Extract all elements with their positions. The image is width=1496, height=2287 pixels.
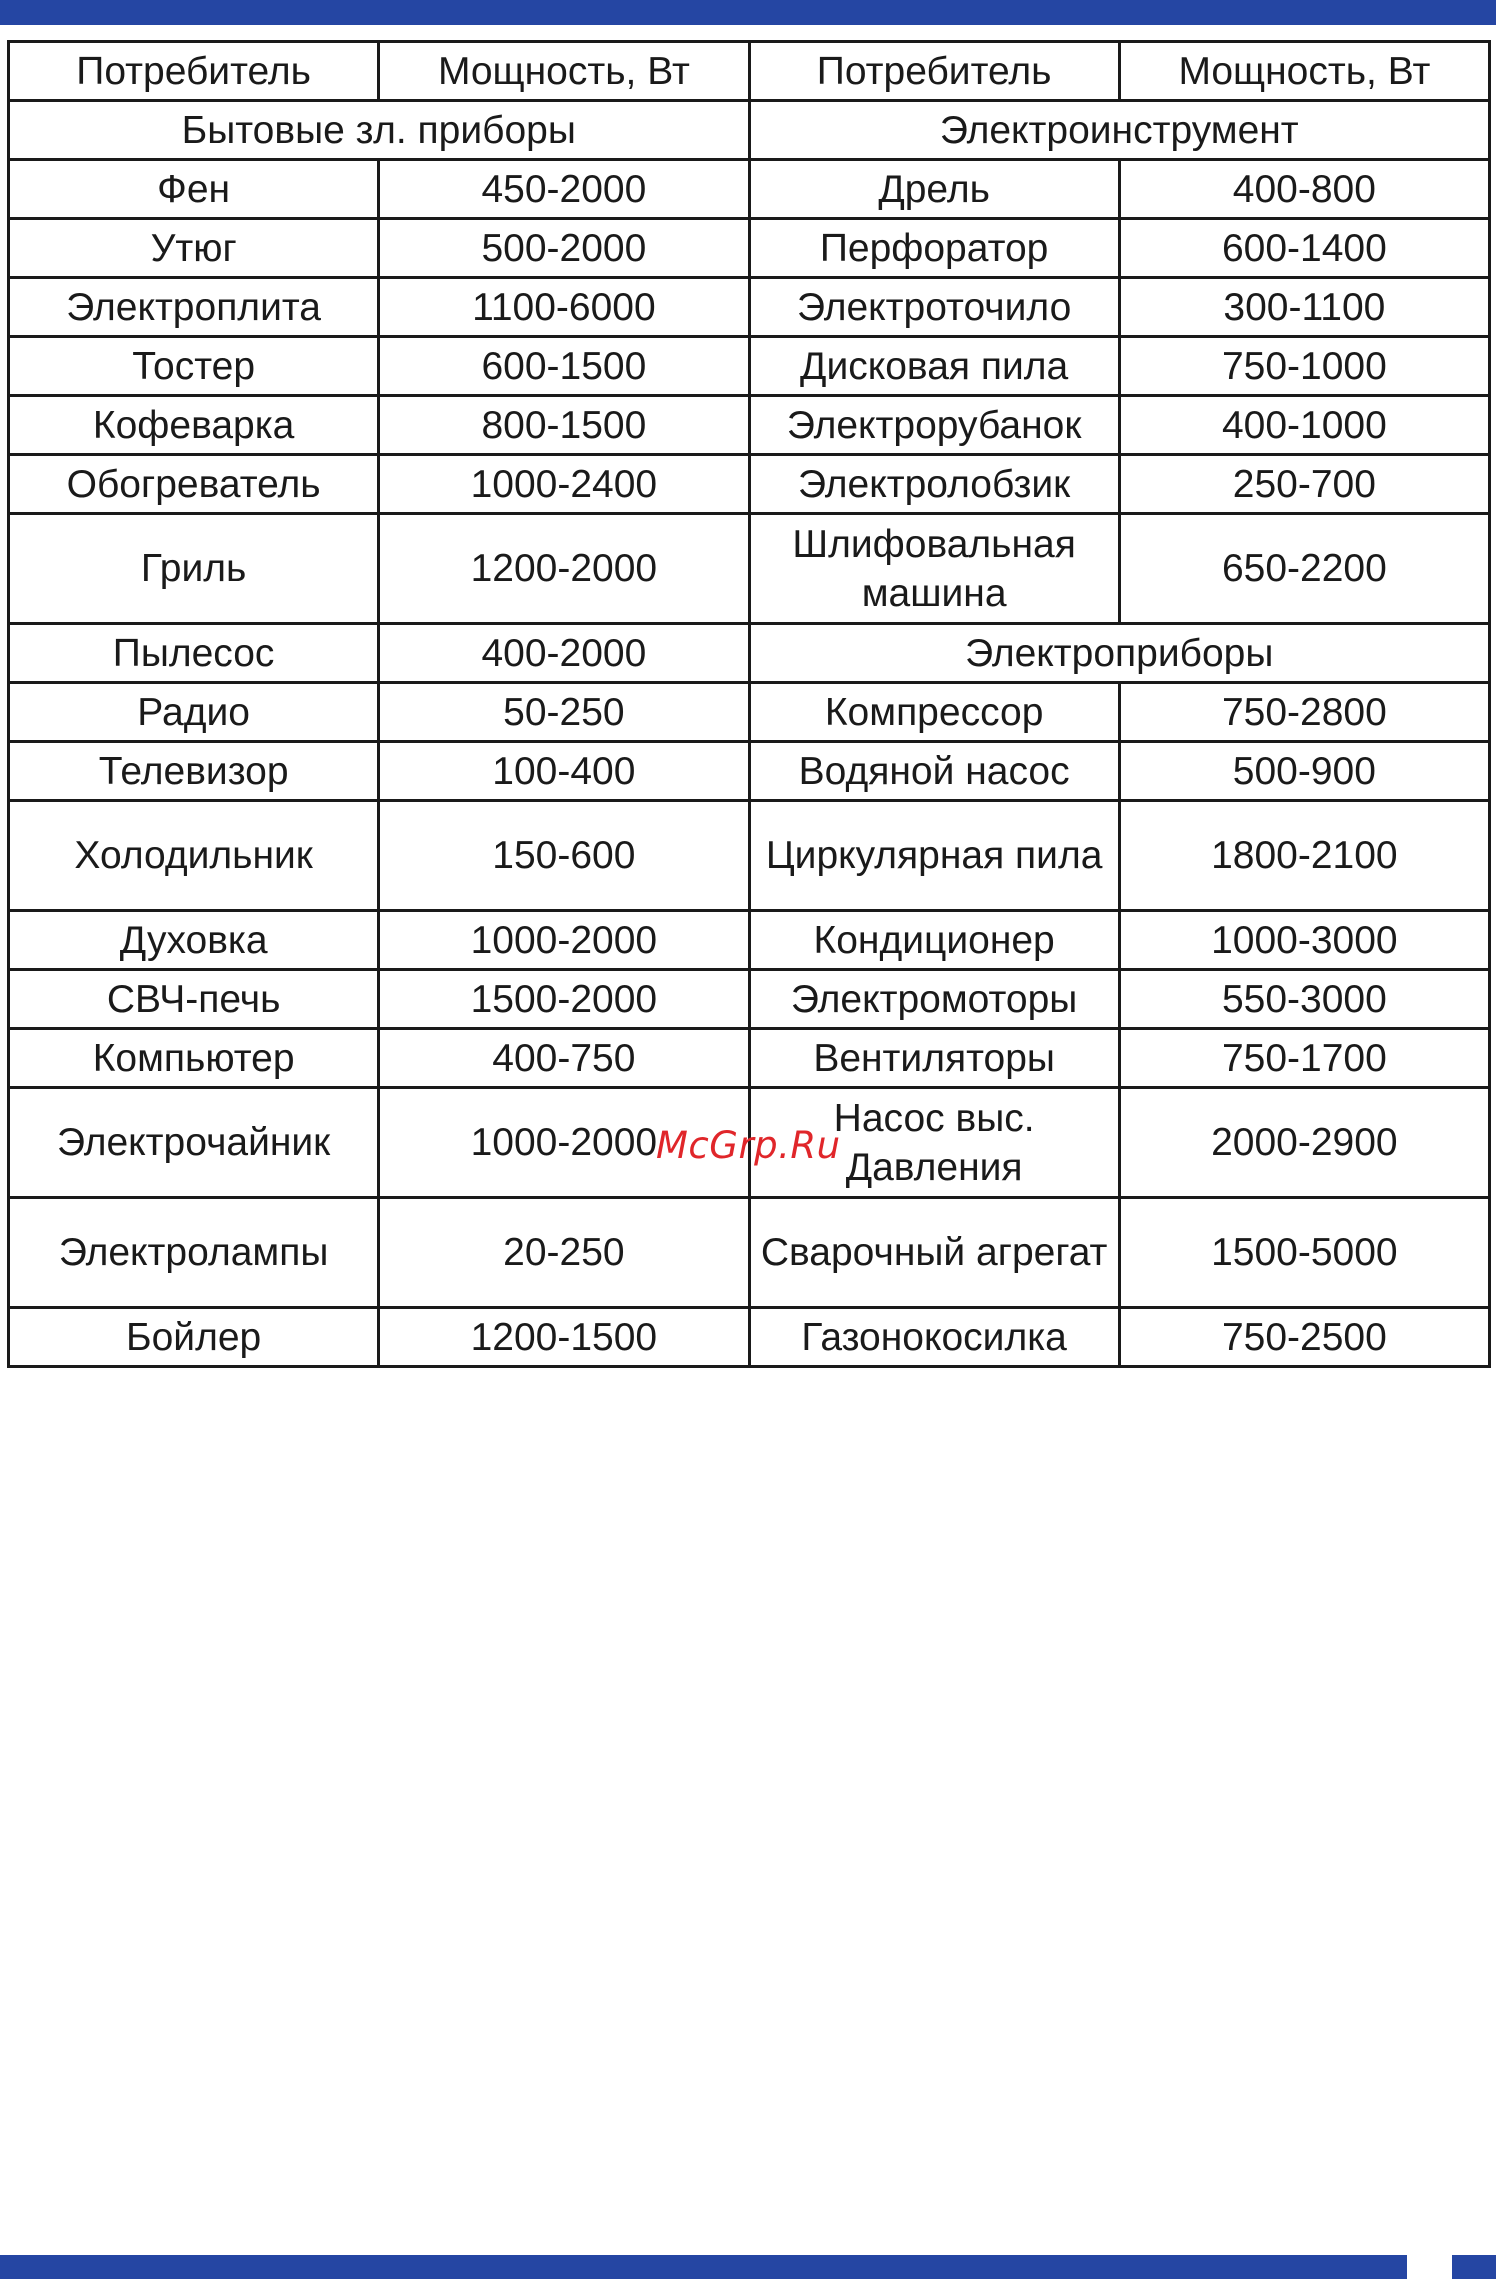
power-cell: 1000-3000 <box>1119 911 1489 970</box>
power-cell: 1500-2000 <box>379 970 749 1029</box>
power-cell: 1800-2100 <box>1119 801 1489 911</box>
consumer-cell: Электролобзик <box>749 455 1119 514</box>
consumer-cell: СВЧ-печь <box>9 970 379 1029</box>
power-cell: 1200-2000 <box>379 514 749 624</box>
table-row <box>9 396 1490 455</box>
consumer-cell: Кофеварка <box>9 396 379 455</box>
power-cell: 750-2800 <box>1119 683 1489 742</box>
group-appliances: Электроприборы <box>749 624 1490 683</box>
table-row <box>9 683 1490 742</box>
power-cell: 1200-1500 <box>379 1308 749 1367</box>
table-row <box>9 1198 1490 1308</box>
consumer-cell: Обогреватель <box>9 455 379 514</box>
power-cell: 50-250 <box>379 683 749 742</box>
power-cell: 500-2000 <box>379 219 749 278</box>
consumer-cell: Телевизор <box>9 742 379 801</box>
power-cell: 1000-2000 <box>379 911 749 970</box>
consumer-cell: Водяной насос <box>749 742 1119 801</box>
power-cell: 750-1000 <box>1119 337 1489 396</box>
consumer-cell: Утюг <box>9 219 379 278</box>
consumer-cell: Шлифовальная машина <box>749 514 1119 624</box>
table-row <box>9 742 1490 801</box>
group-row <box>9 101 1490 160</box>
table-row <box>9 278 1490 337</box>
group-power-tools: Электроинструмент <box>749 101 1490 160</box>
consumer-cell: Электрочайник <box>9 1088 379 1198</box>
power-cell: 750-2500 <box>1119 1308 1489 1367</box>
consumer-cell: Холодильник <box>9 801 379 911</box>
consumer-cell: Дисковая пила <box>749 337 1119 396</box>
consumer-cell: Духовка <box>9 911 379 970</box>
power-cell: 400-1000 <box>1119 396 1489 455</box>
power-cell: 400-2000 <box>379 624 749 683</box>
power-cell: 1000-2000 <box>379 1088 749 1198</box>
power-cell: 550-3000 <box>1119 970 1489 1029</box>
watermark-text: McGrp.Ru <box>656 1124 841 1167</box>
power-cell: 650-2200 <box>1119 514 1489 624</box>
header-consumer-left: Потребитель <box>9 42 379 101</box>
power-cell: 1500-5000 <box>1119 1198 1489 1308</box>
consumer-cell: Компрессор <box>749 683 1119 742</box>
power-cell: 500-900 <box>1119 742 1489 801</box>
power-cell: 600-1500 <box>379 337 749 396</box>
power-cell: 2000-2900 <box>1119 1088 1489 1198</box>
consumer-cell: Кондиционер <box>749 911 1119 970</box>
table-row <box>9 455 1490 514</box>
consumer-cell: Дрель <box>749 160 1119 219</box>
top-decor-band <box>0 0 1496 25</box>
table-row <box>9 1308 1490 1367</box>
consumer-cell: Электролампы <box>9 1198 379 1308</box>
header-power-left: Мощность, Вт <box>379 42 749 101</box>
group-household: Бытовые зл. приборы <box>9 101 750 160</box>
consumer-cell: Газонокосилка <box>749 1308 1119 1367</box>
power-cell: 800-1500 <box>379 396 749 455</box>
header-consumer-right: Потребитель <box>749 42 1119 101</box>
consumer-cell: Бойлер <box>9 1308 379 1367</box>
power-cell: 250-700 <box>1119 455 1489 514</box>
table-row <box>9 624 1490 683</box>
power-cell: 150-600 <box>379 801 749 911</box>
consumer-cell: Электромоторы <box>749 970 1119 1029</box>
header-power-right: Мощность, Вт <box>1119 42 1489 101</box>
bottom-decor-block <box>1452 2255 1496 2279</box>
consumer-cell: Сварочный агрегат <box>749 1198 1119 1308</box>
power-cell: 750-1700 <box>1119 1029 1489 1088</box>
table-row <box>9 514 1490 624</box>
table-row <box>9 1029 1490 1088</box>
table-header-row <box>9 42 1490 101</box>
consumer-cell: Радио <box>9 683 379 742</box>
power-cell: 400-750 <box>379 1029 749 1088</box>
consumer-cell: Электроплита <box>9 278 379 337</box>
consumer-cell: Тостер <box>9 337 379 396</box>
consumer-cell: Насос выс. Давления <box>749 1088 1119 1198</box>
consumer-cell: Гриль <box>9 514 379 624</box>
consumer-cell: Пылесос <box>9 624 379 683</box>
power-cell: 1100-6000 <box>379 278 749 337</box>
power-cell: 300-1100 <box>1119 278 1489 337</box>
power-cell: 600-1400 <box>1119 219 1489 278</box>
consumer-cell: Вентиляторы <box>749 1029 1119 1088</box>
table-row <box>9 337 1490 396</box>
consumer-cell: Электрорубанок <box>749 396 1119 455</box>
consumer-cell: Перфоратор <box>749 219 1119 278</box>
table-row <box>9 801 1490 911</box>
table-row <box>9 219 1490 278</box>
consumer-cell: Фен <box>9 160 379 219</box>
consumer-cell: Циркулярная пила <box>749 801 1119 911</box>
power-cell: 20-250 <box>379 1198 749 1308</box>
power-cell: 400-800 <box>1119 160 1489 219</box>
power-cell: 1000-2400 <box>379 455 749 514</box>
consumer-cell: Компьютер <box>9 1029 379 1088</box>
power-consumption-table <box>7 40 1491 1368</box>
power-cell: 450-2000 <box>379 160 749 219</box>
power-cell: 100-400 <box>379 742 749 801</box>
bottom-decor-band <box>0 2255 1407 2279</box>
table-row <box>9 160 1490 219</box>
table-row <box>9 970 1490 1029</box>
consumer-cell: Электроточило <box>749 278 1119 337</box>
table-row <box>9 911 1490 970</box>
